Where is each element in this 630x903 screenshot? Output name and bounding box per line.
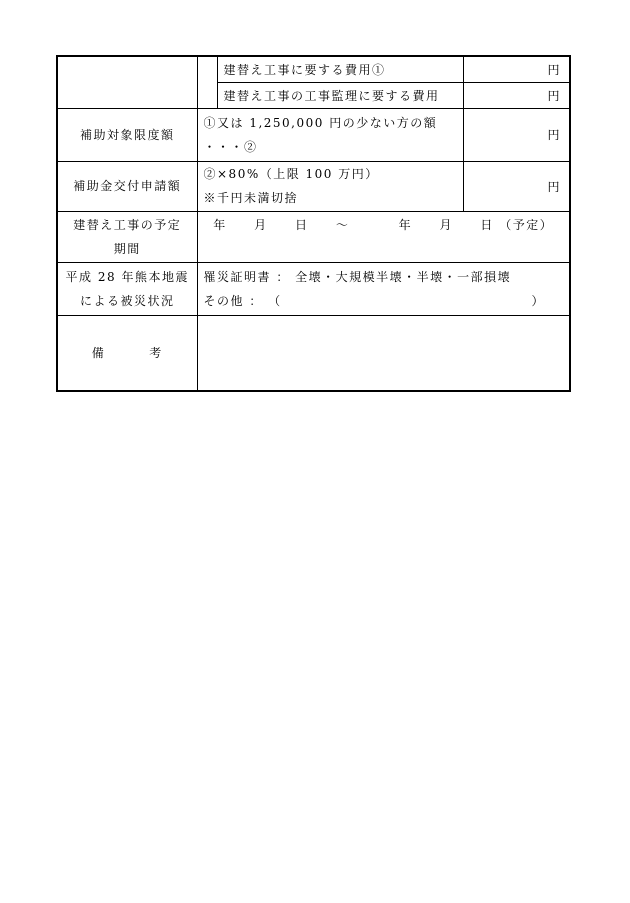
period-day-1: 日 [294, 217, 309, 232]
cost-label-cell [57, 56, 197, 108]
row-construction-cost [57, 56, 570, 82]
construction-period-label [57, 211, 197, 262]
damage-other-label: その他 ： （ [203, 293, 282, 308]
application-amount-value[interactable] [463, 161, 570, 211]
construction-period-label-line2: 期間 [113, 241, 141, 256]
remarks-field[interactable] [197, 315, 570, 391]
period-month-2: 月 [439, 217, 454, 232]
yen-unit: 円 [547, 88, 561, 103]
subsidy-limit-desc [197, 108, 463, 161]
subsidy-limit-label: 補助対象限度額 [57, 108, 197, 161]
row-application-amount [57, 161, 570, 211]
supervision-cost-label: 建替え工事の工事監理に要する費用 [217, 82, 463, 108]
remarks-label [57, 315, 197, 391]
damage-other-close: ） [531, 293, 545, 308]
row-remarks [57, 315, 570, 391]
application-amount-desc [197, 161, 463, 211]
construction-period-value[interactable] [197, 211, 570, 262]
subsidy-limit-desc-line1: ①又は 1,250,000 円の少ない方の額 [203, 115, 438, 130]
row-construction-period [57, 211, 570, 262]
cost-indent-cell [197, 56, 217, 108]
period-year-2: 年 [398, 217, 413, 232]
supervision-cost-amount[interactable] [463, 82, 570, 108]
application-amount-desc-line2: ※千円未満切捨 [203, 191, 299, 205]
period-note: （予定） [499, 217, 554, 232]
subsidy-limit-amount[interactable] [463, 108, 570, 161]
subsidy-limit-desc-line2: ・・・② [203, 139, 258, 154]
application-amount-label: 補助金交付申請額 [57, 161, 197, 211]
damage-certificate-options[interactable]: 罹災証明書 ： 全壊・大規模半壊・半壊・一部損壊 [203, 269, 512, 284]
damage-status-label-line2: による被災状況 [79, 293, 175, 308]
row-subsidy-limit [57, 108, 570, 161]
damage-status-label-line1: 平成 28 年熊本地震 [65, 269, 189, 284]
period-month-1: 月 [254, 217, 268, 232]
period-tilde: ～ [335, 217, 350, 232]
damage-other-field[interactable] [204, 289, 570, 313]
remarks-label-a: 備 [91, 346, 106, 361]
damage-status-value [197, 262, 570, 315]
remarks-label-b: 考 [149, 346, 163, 361]
application-amount-desc-line1: ②×80%（上限 100 万円） [203, 167, 379, 181]
construction-period-label-line1: 建替え工事の予定 [73, 217, 182, 232]
damage-status-label [57, 262, 197, 315]
period-day-2: 日 [480, 217, 494, 232]
subsidy-application-table [56, 55, 571, 392]
yen-unit: 円 [547, 62, 561, 77]
period-year-1: 年 [213, 217, 227, 232]
yen-unit: 円 [547, 128, 561, 142]
construction-cost-label: 建替え工事に要する費用① [217, 56, 463, 82]
construction-cost-amount[interactable] [463, 56, 570, 82]
yen-unit: 円 [547, 179, 561, 194]
row-damage-status [57, 262, 570, 315]
